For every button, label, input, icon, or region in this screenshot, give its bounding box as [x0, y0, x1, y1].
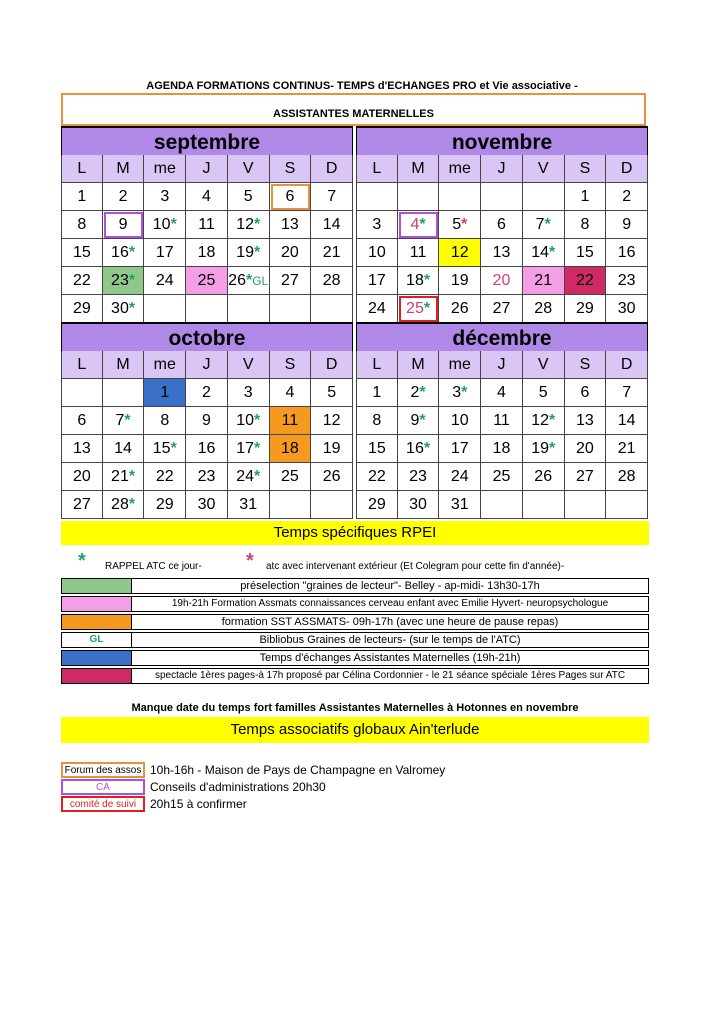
day-cell: 4	[481, 379, 523, 407]
legend-text: formation SST ASSMATS- 09h-17h (avec une heure de pause repas)	[221, 616, 559, 628]
day-cell: 22	[565, 267, 607, 295]
day-cell: 8	[61, 211, 103, 239]
day-cell: 11	[398, 239, 440, 267]
day-header: J	[481, 155, 523, 183]
day-cell: 14*	[523, 239, 565, 267]
legend-text: Temps d'échanges Assistantes Maternelles (19h-21h)	[259, 652, 521, 664]
day-cell: 8	[565, 211, 607, 239]
month-septembre	[61, 126, 353, 323]
day-cell: 12	[311, 407, 353, 435]
day-cell: 25*	[398, 295, 440, 323]
legend-row	[61, 596, 649, 612]
star-icon: *	[128, 468, 136, 485]
star-icon: *	[245, 272, 253, 289]
day-cell: 2*	[398, 379, 440, 407]
day-cell: 17*	[228, 435, 270, 463]
day-cell: 12	[439, 239, 481, 267]
day-cell: 1	[565, 183, 607, 211]
star-icon: *	[253, 216, 261, 233]
day-cell: 31	[439, 491, 481, 519]
day-cell: 3*	[439, 379, 481, 407]
assoc-tag-text: 10h-16h - Maison de Pays de Champagne en Valromey	[150, 763, 446, 777]
star-icon: *	[423, 300, 431, 317]
day-cell: 27	[270, 267, 312, 295]
legend-text: 19h-21h Formation Assmats connaissances cerveau enfant avec Emilie Hyvert- neuropsychologue	[171, 598, 609, 609]
day-cell: 21	[311, 239, 353, 267]
day-cell: 30	[398, 491, 440, 519]
day-cell	[228, 295, 270, 323]
star-icon: *	[423, 272, 431, 289]
day-cell: 24*	[228, 463, 270, 491]
star-icon: *	[128, 244, 136, 261]
day-cell	[144, 295, 186, 323]
day-cell: 28	[523, 295, 565, 323]
day-cell	[481, 183, 523, 211]
day-cell: 7	[606, 379, 648, 407]
day-cell: 2	[186, 379, 228, 407]
legend-text: spectacle 1ères pages-à 17h proposé par Célina Cordonnier - le 21 séance spéciale 1ères Pages sur ATC	[154, 670, 626, 681]
star-icon: *	[128, 272, 136, 289]
day-cell: 20	[565, 435, 607, 463]
day-cell: 16	[186, 435, 228, 463]
day-cell: 10*	[144, 211, 186, 239]
star-icon: *	[461, 384, 468, 401]
day-header: L	[61, 155, 103, 183]
day-cell: 29	[61, 295, 103, 323]
day-header: me	[439, 155, 481, 183]
day-cell	[61, 379, 103, 407]
day-cell: 4	[270, 379, 312, 407]
day-cell: 29	[565, 295, 607, 323]
day-cell: 29	[356, 491, 398, 519]
day-header: V	[523, 155, 565, 183]
day-cell: 5	[523, 379, 565, 407]
day-cell	[398, 183, 440, 211]
day-cell: 12*	[523, 407, 565, 435]
day-cell: 1	[61, 183, 103, 211]
day-cell: 9	[606, 211, 648, 239]
day-header: M	[103, 351, 145, 379]
magenta-star-label: atc avec intervenant extérieur (Et Colegram pour cette fin d'année)-	[266, 561, 565, 572]
day-cell: 10*	[228, 407, 270, 435]
legend-row	[61, 650, 649, 666]
day-cell: 28	[606, 463, 648, 491]
star-icon: *	[170, 216, 177, 233]
day-cell: 2	[606, 183, 648, 211]
day-cell: 8	[356, 407, 398, 435]
day-cell	[356, 183, 398, 211]
legend-swatch	[62, 651, 132, 665]
star-icon: *	[253, 468, 261, 485]
day-cell: 15	[61, 239, 103, 267]
day-cell: 26*GL	[228, 267, 270, 295]
day-cell	[311, 295, 353, 323]
day-cell: 5	[311, 379, 353, 407]
day-cell: 6	[481, 211, 523, 239]
assoc-tag: CA	[61, 779, 145, 795]
day-cell: 15*	[144, 435, 186, 463]
day-cell: 28*	[103, 491, 145, 519]
month-title: novembre	[356, 126, 648, 155]
legend-row	[61, 578, 649, 594]
day-cell: 21*	[103, 463, 145, 491]
day-cell: 23*	[103, 267, 145, 295]
day-cell: 24	[356, 295, 398, 323]
assoc-tag: Forum des assos	[61, 762, 145, 778]
day-header: M	[398, 351, 440, 379]
day-header: D	[311, 351, 353, 379]
day-cell: 5*	[439, 211, 481, 239]
day-cell: 7*	[103, 407, 145, 435]
month-novembre	[356, 126, 648, 323]
missing-note: Manque date du temps fort familles Assistantes Maternelles à Hotonnes en novembre	[131, 702, 579, 714]
day-cell: 20	[481, 267, 523, 295]
green-star-icon: *	[78, 550, 86, 572]
day-cell: 4	[186, 183, 228, 211]
day-cell: 23	[606, 267, 648, 295]
day-cell: 3	[228, 379, 270, 407]
day-header: J	[186, 351, 228, 379]
month-decembre	[356, 322, 648, 519]
day-cell: 27	[565, 463, 607, 491]
day-cell: 16*	[103, 239, 145, 267]
agenda-subtitle: ASSISTANTES MATERNELLES	[273, 108, 434, 120]
legend-text: Bibliobus Graines de lecteurs- (sur le temps de l'ATC)	[259, 634, 521, 646]
day-header: M	[103, 155, 145, 183]
day-cell: 26	[439, 295, 481, 323]
day-cell: 30	[606, 295, 648, 323]
star-icon: *	[544, 216, 551, 233]
day-cell: 25	[186, 267, 228, 295]
calendar-grid	[61, 155, 353, 323]
calendar-grid	[61, 351, 353, 519]
day-cell: 17	[144, 239, 186, 267]
day-cell: 23	[186, 463, 228, 491]
day-cell: 14	[606, 407, 648, 435]
star-icon: *	[128, 496, 136, 513]
day-cell	[270, 295, 312, 323]
day-cell: 27	[481, 295, 523, 323]
day-header: L	[61, 351, 103, 379]
magenta-star-icon: *	[246, 550, 254, 572]
day-cell: 2	[103, 183, 145, 211]
day-cell: 27	[61, 491, 103, 519]
day-cell	[186, 295, 228, 323]
day-header: V	[523, 351, 565, 379]
day-cell: 13	[270, 211, 312, 239]
day-cell: 5	[228, 183, 270, 211]
star-icon: *	[253, 244, 261, 261]
legend-text: préselection "graines de lecteur"- Belley - ap-midi- 13h30-17h	[240, 580, 540, 592]
star-icon: *	[461, 216, 468, 233]
legend-row	[61, 668, 649, 684]
day-cell: 29	[144, 491, 186, 519]
day-cell: 22	[356, 463, 398, 491]
day-cell: 3	[144, 183, 186, 211]
day-cell: 9	[186, 407, 228, 435]
star-icon: *	[128, 300, 136, 317]
star-icon: *	[170, 440, 177, 457]
day-header: me	[144, 351, 186, 379]
day-cell: 18*	[398, 267, 440, 295]
star-icon: *	[423, 440, 431, 457]
day-cell	[103, 379, 145, 407]
month-title: septembre	[61, 126, 353, 155]
section-assoc: Temps associatifs globaux Ain'terlude	[61, 717, 649, 743]
day-header: S	[565, 155, 607, 183]
day-cell: 16	[606, 239, 648, 267]
day-header: J	[481, 351, 523, 379]
day-cell: 19*	[523, 435, 565, 463]
legend-swatch	[62, 597, 132, 611]
day-cell: 11	[270, 407, 312, 435]
day-cell: 21	[523, 267, 565, 295]
day-cell: 26	[523, 463, 565, 491]
day-cell: 6	[270, 183, 312, 211]
day-cell: 11	[481, 407, 523, 435]
day-cell: 23	[398, 463, 440, 491]
day-cell: 14	[103, 435, 145, 463]
day-header: V	[228, 351, 270, 379]
day-cell	[481, 491, 523, 519]
day-cell: 12*	[228, 211, 270, 239]
day-cell: 19*	[228, 239, 270, 267]
calendar-grid	[356, 351, 648, 519]
day-cell: 25	[270, 463, 312, 491]
day-cell: 21	[606, 435, 648, 463]
calendar-grid	[356, 155, 648, 323]
section-rpei: Temps spécifiques RPEI	[61, 521, 649, 545]
green-star-label: RAPPEL ATC ce jour-	[105, 561, 202, 572]
day-cell: 18	[186, 239, 228, 267]
day-cell	[439, 183, 481, 211]
day-header: S	[270, 351, 312, 379]
day-cell: 1	[356, 379, 398, 407]
legend-swatch: GL	[62, 633, 132, 647]
star-icon: *	[548, 440, 556, 457]
day-cell: 14	[311, 211, 353, 239]
day-cell: 25	[481, 463, 523, 491]
day-cell: 18	[481, 435, 523, 463]
day-cell: 30	[186, 491, 228, 519]
day-cell: 28	[311, 267, 353, 295]
day-header: J	[186, 155, 228, 183]
day-header: D	[606, 351, 648, 379]
star-icon: *	[419, 412, 426, 429]
day-cell: 1	[144, 379, 186, 407]
star-icon: *	[419, 216, 426, 233]
day-cell: 13	[61, 435, 103, 463]
day-cell: 7*	[523, 211, 565, 239]
legend-swatch	[62, 579, 132, 593]
legend-swatch	[62, 669, 132, 683]
day-cell: 20	[61, 463, 103, 491]
month-title: octobre	[61, 322, 353, 351]
star-icon: *	[253, 412, 261, 429]
star-icon: *	[253, 440, 261, 457]
day-cell: 22	[61, 267, 103, 295]
day-cell: 19	[439, 267, 481, 295]
day-cell: 11	[186, 211, 228, 239]
day-cell: 20	[270, 239, 312, 267]
day-cell: 10	[439, 407, 481, 435]
day-header: L	[356, 351, 398, 379]
assoc-tag: comité de suivi	[61, 796, 145, 812]
day-header: D	[606, 155, 648, 183]
day-cell: 15	[565, 239, 607, 267]
day-header: S	[565, 351, 607, 379]
star-icon: *	[548, 244, 556, 261]
day-cell: 22	[144, 463, 186, 491]
day-cell: 24	[144, 267, 186, 295]
day-cell: 19	[311, 435, 353, 463]
day-cell: 18	[270, 435, 312, 463]
day-cell: 10	[356, 239, 398, 267]
day-cell: 8	[144, 407, 186, 435]
day-cell: 9*	[398, 407, 440, 435]
legend-row	[61, 614, 649, 630]
day-cell: 15	[356, 435, 398, 463]
day-cell	[523, 183, 565, 211]
day-cell: 17	[439, 435, 481, 463]
month-title: décembre	[356, 322, 648, 351]
day-header: L	[356, 155, 398, 183]
day-header: S	[270, 155, 312, 183]
day-cell: 24	[439, 463, 481, 491]
day-cell: 13	[565, 407, 607, 435]
assoc-tag-text: Conseils d'administrations 20h30	[150, 780, 326, 794]
day-cell: 9	[103, 211, 145, 239]
day-cell: 31	[228, 491, 270, 519]
day-cell	[606, 491, 648, 519]
day-header: M	[398, 155, 440, 183]
day-cell: 4*	[398, 211, 440, 239]
day-cell	[311, 491, 353, 519]
day-header: V	[228, 155, 270, 183]
day-header: D	[311, 155, 353, 183]
day-cell: 7	[311, 183, 353, 211]
day-cell: 6	[61, 407, 103, 435]
day-header: me	[144, 155, 186, 183]
day-header: me	[439, 351, 481, 379]
day-cell: 6	[565, 379, 607, 407]
day-cell: 16*	[398, 435, 440, 463]
star-icon: *	[124, 412, 131, 429]
day-cell	[565, 491, 607, 519]
day-cell: 3	[356, 211, 398, 239]
star-icon: *	[548, 412, 556, 429]
month-octobre	[61, 322, 353, 519]
day-cell: 17	[356, 267, 398, 295]
star-icon: *	[419, 384, 426, 401]
day-cell: 30*	[103, 295, 145, 323]
day-cell: 26	[311, 463, 353, 491]
legend-row	[61, 632, 649, 648]
legend-swatch	[62, 615, 132, 629]
assoc-tag-text: 20h15 à confirmer	[150, 797, 247, 811]
day-cell	[523, 491, 565, 519]
day-cell	[270, 491, 312, 519]
agenda-title: AGENDA FORMATIONS CONTINUS- TEMPS d'ECHANGES PRO et Vie associative -	[146, 80, 578, 92]
day-cell: 13	[481, 239, 523, 267]
